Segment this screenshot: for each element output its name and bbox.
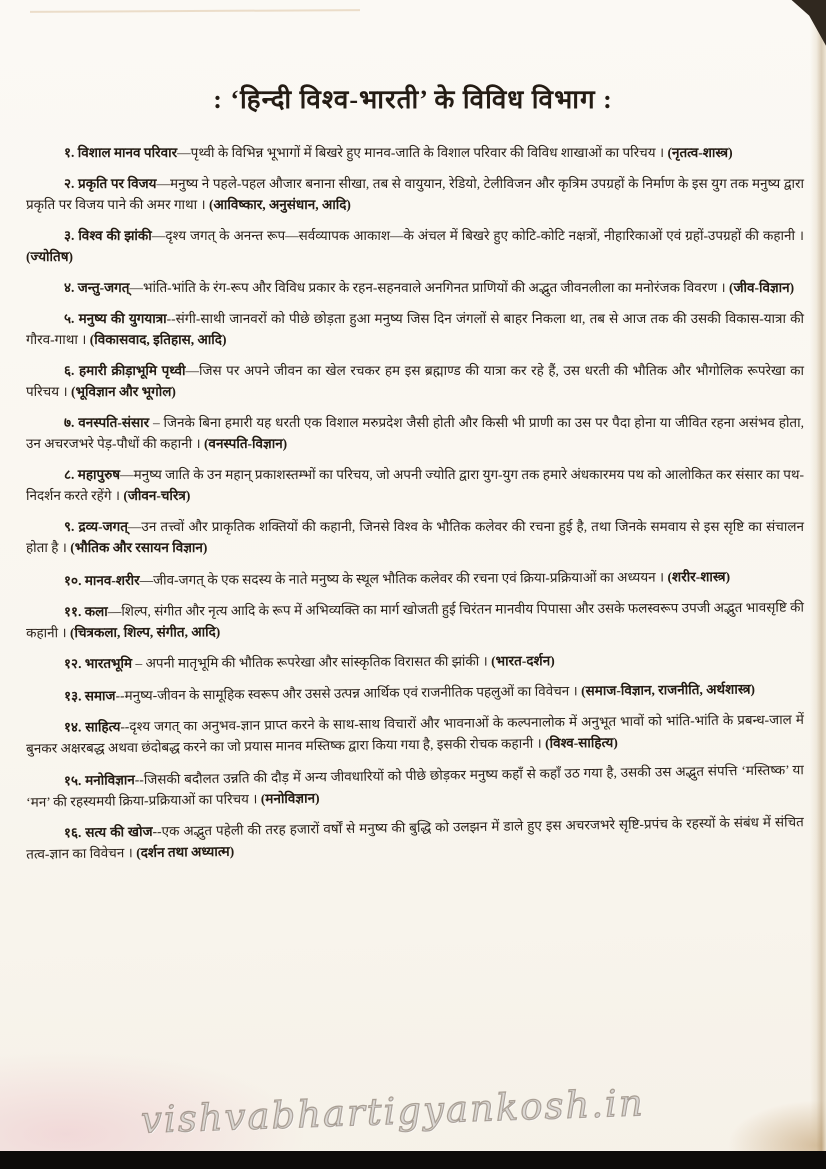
item-category-label: (शरीर-शास्त्र) xyxy=(667,569,731,585)
list-item xyxy=(26,811,805,865)
item-number: ८. xyxy=(64,467,75,482)
item-description: —जिस पर अपने जीवन का खेल रचकर हम इस ब्रह्माण्ड की यात्रा कर रहे हैं, उस धरती की भौतिक और भौगोलिक रूपरेखा का परिचय । xyxy=(26,363,805,399)
item-category-label: (विश्व-साहित्य) xyxy=(544,734,618,751)
item-number: ६. xyxy=(64,363,75,378)
item-description: --एक अद्भुत पहेली की तरह हजारों वर्षों से मनुष्य की बुद्धि को उलझन में डाले हुए इस अचरजभरे सृष्टि-प्रपंच के रहस्यों के संबंध में संचित तत्व-ज्ञान का विवेचन । xyxy=(26,814,804,862)
department-list xyxy=(0,142,826,862)
item-term: द्रव्य-जगत् xyxy=(78,519,128,534)
item-description: --संगी-साथी जानवरों को पीछे छोड़ता हुआ मनुष्य जिस दिन जंगलों से बाहर निकला था, तब से आज तक की उसकी विकास-यात्रा की गौरव-गाथा । xyxy=(26,311,804,347)
item-category-label: (वनस्पति-विज्ञान) xyxy=(203,436,288,451)
item-description: – अपनी मातृभूमि की भौतिक रूपरेखा और सांस्कृतिक विरासत की झांकी । xyxy=(132,653,488,671)
item-number: १. xyxy=(64,145,75,160)
item-number: १४. xyxy=(63,719,82,735)
list-item xyxy=(26,678,804,707)
item-description: —मनुष्य जाति के उन महान् प्रकाशस्तम्भों का परिचय, जो अपनी ज्योति द्वारा युग-युग तक हमारे अंधकारमय पथ को आलोकित कर संसार का पथ-निदर्शन करते रहेंगे । xyxy=(26,467,805,503)
watermark-text: vishvabhartigyankosh.in xyxy=(140,1081,646,1142)
item-category-label: (नृतत्व-शास्त्र) xyxy=(667,145,733,160)
item-category-label: (मनोविज्ञान) xyxy=(260,790,320,807)
item-term: विशाल मानव परिवार xyxy=(77,145,178,160)
item-category-label: (भूविज्ञान और भूगोल) xyxy=(70,384,176,399)
item-description: —जीव-जगत् के एक सदस्य के नाते मनुष्य के स्थूल भौतिक कलेवर की रचना एवं क्रिया-प्रक्रियाओं का अध्ययन । xyxy=(139,569,665,588)
item-number: २. xyxy=(64,176,75,191)
item-term: मनुष्य की युगयात्रा xyxy=(78,311,167,326)
list-item xyxy=(26,360,804,402)
item-term: साहित्य xyxy=(85,719,121,735)
item-term: मानव-शरीर xyxy=(84,572,140,589)
item-description: —दृश्य जगत् के अनन्त रूप—सर्वव्यापक आकाश—के अंचल में बिखरे हुए कोटि-कोटि नक्षत्रों, नीहारिकाओं एवं ग्रहों-उपग्रहों की कहानी । xyxy=(151,228,804,243)
item-term: हमारी क्रीड़ाभूमि पृथ्वी xyxy=(79,363,186,378)
item-term: जन्तु-जगत् xyxy=(77,280,130,295)
list-item xyxy=(26,225,804,267)
list-item xyxy=(26,649,804,675)
item-description: —शिल्प, संगीत और नृत्य आदि के रूप में अभिव्यक्ति का मार्ग खोजती हुई चिरंतन मानवीय पिपासा और उसके फलस्वरूप उपजी अद्भुत भावसृष्टि की कहानी । xyxy=(26,599,804,641)
page-edge-shading xyxy=(810,0,826,1151)
list-item xyxy=(26,173,804,215)
item-term: मनोविज्ञान xyxy=(85,772,135,788)
list-item xyxy=(26,412,804,454)
item-category-label: (जीवन-चरित्र) xyxy=(123,488,191,503)
item-category-label: (जीव-विज्ञान) xyxy=(728,280,795,295)
item-number: १३. xyxy=(63,688,82,704)
item-number: ७. xyxy=(64,415,75,430)
list-item xyxy=(26,597,804,644)
item-number: ११. xyxy=(63,604,82,620)
list-item xyxy=(26,308,804,350)
item-term: वनस्पति-संसार xyxy=(78,415,150,430)
item-term: प्रकृति पर विजय xyxy=(78,176,157,191)
item-description: --जिसकी बदौलत उन्नति की दौड़ में अन्य जीवधारियों को पीछे छोड़कर मनुष्य कहाँ से कहाँ उठ गया है, उसकी उस अद्भुत संपत्ति ‘मस्तिष्क’ या ‘मन’ की रहस्यमयी क्रिया-प्रक्रियाओं का परिचय । xyxy=(26,762,804,810)
item-number: १५. xyxy=(63,772,82,789)
item-category-label: (समाज-विज्ञान, राजनीति, अर्थशास्त्र) xyxy=(581,681,756,699)
list-item xyxy=(26,464,804,506)
item-description: —उन तत्त्वों और प्राकृतिक शक्तियों की कहानी, जिनसे विश्व के भौतिक कलेवर की रचना हुई है, तथा जिनके समवाय से इस सृष्टि का संचालन होता है । xyxy=(26,519,804,555)
item-number: ५. xyxy=(64,311,75,326)
item-number: १०. xyxy=(63,573,82,589)
item-category-label: (आविष्कार, अनुसंधान, आदि) xyxy=(209,197,351,212)
item-term: महापुरुष xyxy=(77,467,121,482)
item-number: ४. xyxy=(64,280,75,295)
item-category-label: (भारत-दर्शन) xyxy=(491,653,555,669)
list-item xyxy=(26,709,804,759)
list-item xyxy=(26,277,804,298)
item-term: सत्य की खोज xyxy=(85,823,153,840)
item-description: —पृथ्वी के विभिन्न भूभागों में बिखरे हुए मानव-जाति के विशाल परिवार की विविध शाखाओं का परिचय । xyxy=(177,145,665,160)
item-term: भारतभूमि xyxy=(84,655,133,672)
item-number: १६. xyxy=(63,824,82,841)
scan-bottom-bar xyxy=(0,1151,826,1169)
item-description: —भांति-भांति के रंग-रूप और विविध प्रकार के रहन-सहनवाले अनगिनत प्राणियों की अद्भुत जीवनलीला का मनोरंजक विवरण । xyxy=(129,280,726,295)
item-category-label: (भौतिक और रसायन विज्ञान) xyxy=(70,540,208,555)
page-title: : ‘हिन्दी विश्व-भारती’ के विविध विभाग : xyxy=(213,85,613,114)
item-term: विश्व की झांकी xyxy=(78,228,152,243)
item-category-label: (चित्रकला, शिल्प, संगीत, आदि) xyxy=(69,624,221,641)
item-number: ३. xyxy=(64,228,75,243)
item-number: १२. xyxy=(63,656,82,672)
item-description: – जिनके बिना हमारी यह धरती एक विशाल मरुप्रदेश जैसी होती और किसी भी प्राणी का उस पर पैदा होना या जीवित रहना असंभव होता, उन अचरजभरे पेड़-पौधों की कहानी । xyxy=(26,415,805,451)
item-category-label: (विकासवाद, इतिहास, आदि) xyxy=(89,332,227,347)
list-item xyxy=(26,759,805,813)
item-category-label: (दर्शन तथा अध्यात्म) xyxy=(136,843,235,861)
item-category-label: (ज्योतिष) xyxy=(26,249,74,264)
list-item xyxy=(26,516,804,558)
item-term: कला xyxy=(84,603,108,620)
list-item xyxy=(26,566,804,592)
item-term: समाज xyxy=(84,688,116,704)
item-number: ९. xyxy=(64,519,75,534)
item-description: --दृश्य जगत् का अनुभव-ज्ञान प्राप्त करने के साथ-साथ विचारों और भावनाओं के कल्पनालोक में अनुभूत भावों को भांति-भांति के प्रबन्ध-जाल में बुनकर अक्षरबद्ध अथवा छंदोबद्ध करने का जो प्रयास मानव मस्तिष्क द्वारा किया गया है, इसकी रोचक कहानी । xyxy=(26,711,804,757)
item-description: --मनुष्य-जीवन के सामूहिक स्वरूप और उससे उत्पन्न आर्थिक एवं राजनीतिक पहलुओं का विवेचन । xyxy=(115,683,578,704)
item-description: —मनुष्य ने पहले-पहल औजार बनाना सीखा, तब से वायुयान, रेडियो, टेलीविजन और कृत्रिम उपग्रहों के निर्माण के इस युग तक मनुष्य द्वारा प्रकृति पर विजय पाने की अमर गाथा । xyxy=(26,176,805,212)
list-item xyxy=(26,142,804,163)
